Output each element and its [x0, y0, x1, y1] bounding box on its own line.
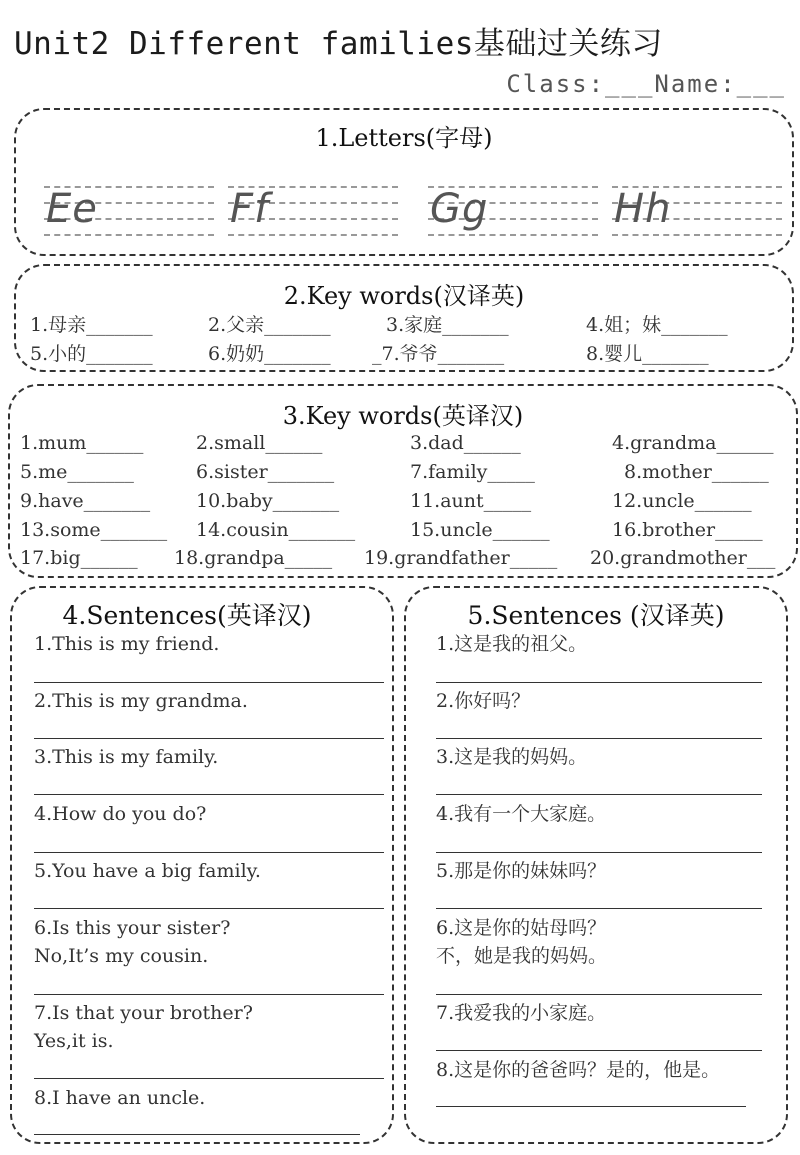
- sentence-item: 6.Is this your sister?: [34, 917, 231, 939]
- answer-line: [436, 852, 762, 853]
- key-word-item: 3.dad______: [410, 432, 521, 454]
- key-word-item: 15.uncle______: [410, 519, 550, 541]
- answer-line: [34, 738, 384, 739]
- answer-line: [34, 1134, 360, 1135]
- key-word-item: 6.奶奶_______: [208, 343, 331, 365]
- key-word-item: 18.grandpa_____: [174, 547, 333, 569]
- key-word-item: 11.aunt_____: [410, 490, 532, 512]
- section-title-key-words-cn-en: 2.Key words(汉译英): [283, 282, 525, 310]
- answer-line: [436, 1106, 746, 1107]
- sentence-item: 7.我爱我的小家庭。: [436, 1002, 607, 1024]
- key-word-item: 19.grandfather_____: [364, 547, 558, 569]
- section-title-sentences-en-cn: 4.Sentences(英译汉): [62, 601, 312, 630]
- key-word-item: 14.cousin_______: [196, 519, 356, 541]
- answer-line: [34, 682, 384, 683]
- letter-cell-e: [44, 180, 214, 240]
- answer-line: [34, 852, 384, 853]
- key-words-en-cn-section: [8, 384, 798, 578]
- sentence-item: 2.你好吗？: [436, 690, 531, 712]
- key-words-cn-en-section: [14, 264, 794, 372]
- sentence-item: 3.This is my family.: [34, 746, 219, 768]
- key-word-item: 5.me_______: [20, 461, 134, 483]
- answer-line: [34, 1078, 384, 1079]
- answer-line: [436, 738, 762, 739]
- key-word-item: 5.小的_______: [30, 343, 153, 365]
- letter-pair: Ee: [46, 186, 98, 232]
- sentence-item: 1.This is my friend.: [34, 633, 220, 655]
- answer-line: [436, 994, 762, 995]
- letter-pair: Gg: [430, 186, 489, 232]
- sentence-item: 3.这是我的妈妈。: [436, 746, 588, 768]
- section-title-sentences-cn-en: 5.Sentences (汉译英): [467, 601, 725, 630]
- key-word-item: 8.婴儿_______: [586, 343, 709, 365]
- sentences-cn-en-section: [404, 586, 788, 1144]
- sentence-item-answer: No,It’s my cousin.: [34, 945, 209, 967]
- answer-line: [436, 908, 762, 909]
- letter-pair: Ff: [230, 186, 270, 232]
- sentence-item: 5.You have a big family.: [34, 860, 261, 882]
- key-word-item: 6.sister_______: [196, 461, 335, 483]
- letter-cell-f: [228, 180, 398, 240]
- sentence-item-answer: Yes,it is.: [34, 1030, 114, 1052]
- key-word-item: 4.grandma______: [612, 432, 774, 454]
- key-word-item: 2.small______: [196, 432, 323, 454]
- page-title: Unit2 Different families基础过关练习: [14, 26, 663, 62]
- sentence-item: 8.这是你的爸爸吗？是的，他是。: [436, 1059, 721, 1081]
- letter-cell-h: [612, 180, 782, 240]
- class-name-line: Class:___Name:___: [506, 70, 786, 98]
- sentence-item: 2.This is my grandma.: [34, 690, 248, 712]
- sentence-item: 7.Is that your brother?: [34, 1002, 253, 1024]
- key-word-item: 8.mother______: [624, 461, 769, 483]
- key-word-item: 10.baby_______: [196, 490, 340, 512]
- letter-pair: Hh: [614, 186, 672, 232]
- key-word-item: 16.brother_____: [612, 519, 763, 541]
- answer-line: [436, 794, 762, 795]
- sentence-item-answer: 不，她是我的妈妈。: [436, 945, 608, 967]
- key-word-item: 20.grandmother___: [590, 547, 776, 569]
- key-word-item: 2.父亲_______: [208, 314, 331, 336]
- sentence-item: 4.How do you do?: [34, 803, 207, 825]
- sentence-item: 4.我有一个大家庭。: [436, 803, 607, 825]
- key-word-item: 13.some_______: [20, 519, 168, 541]
- sentence-item: 6.这是你的姑母吗？: [436, 917, 607, 939]
- key-word-item: _7.爷爷_______: [372, 343, 505, 365]
- key-word-item: 3.家庭_______: [386, 314, 509, 336]
- sentence-item: 5.那是你的妹妹吗？: [436, 860, 607, 882]
- section-title-key-words-en-cn: 3.Key words(英译汉): [282, 402, 524, 430]
- sentences-en-cn-section: [10, 586, 394, 1144]
- section-title-letters: 1.Letters(字母): [315, 124, 493, 152]
- answer-line: [34, 908, 384, 909]
- key-word-item: 1.mum______: [20, 432, 144, 454]
- key-word-item: 4.姐；妹_______: [586, 314, 728, 336]
- answer-line: [436, 1050, 762, 1051]
- key-word-item: 7.family_____: [410, 461, 535, 483]
- letter-cell-g: [428, 180, 598, 240]
- answer-line: [34, 994, 384, 995]
- answer-line: [34, 794, 384, 795]
- key-word-item: 9.have_______: [20, 490, 151, 512]
- answer-line: [436, 682, 762, 683]
- sentence-item: 1.这是我的祖父。: [436, 633, 588, 655]
- key-word-item: 12.uncle______: [612, 490, 752, 512]
- sentence-item: 8.I have an uncle.: [34, 1087, 206, 1109]
- key-word-item: 17.big______: [20, 547, 138, 569]
- letters-section: [14, 108, 794, 256]
- key-word-item: 1.母亲_______: [30, 314, 153, 336]
